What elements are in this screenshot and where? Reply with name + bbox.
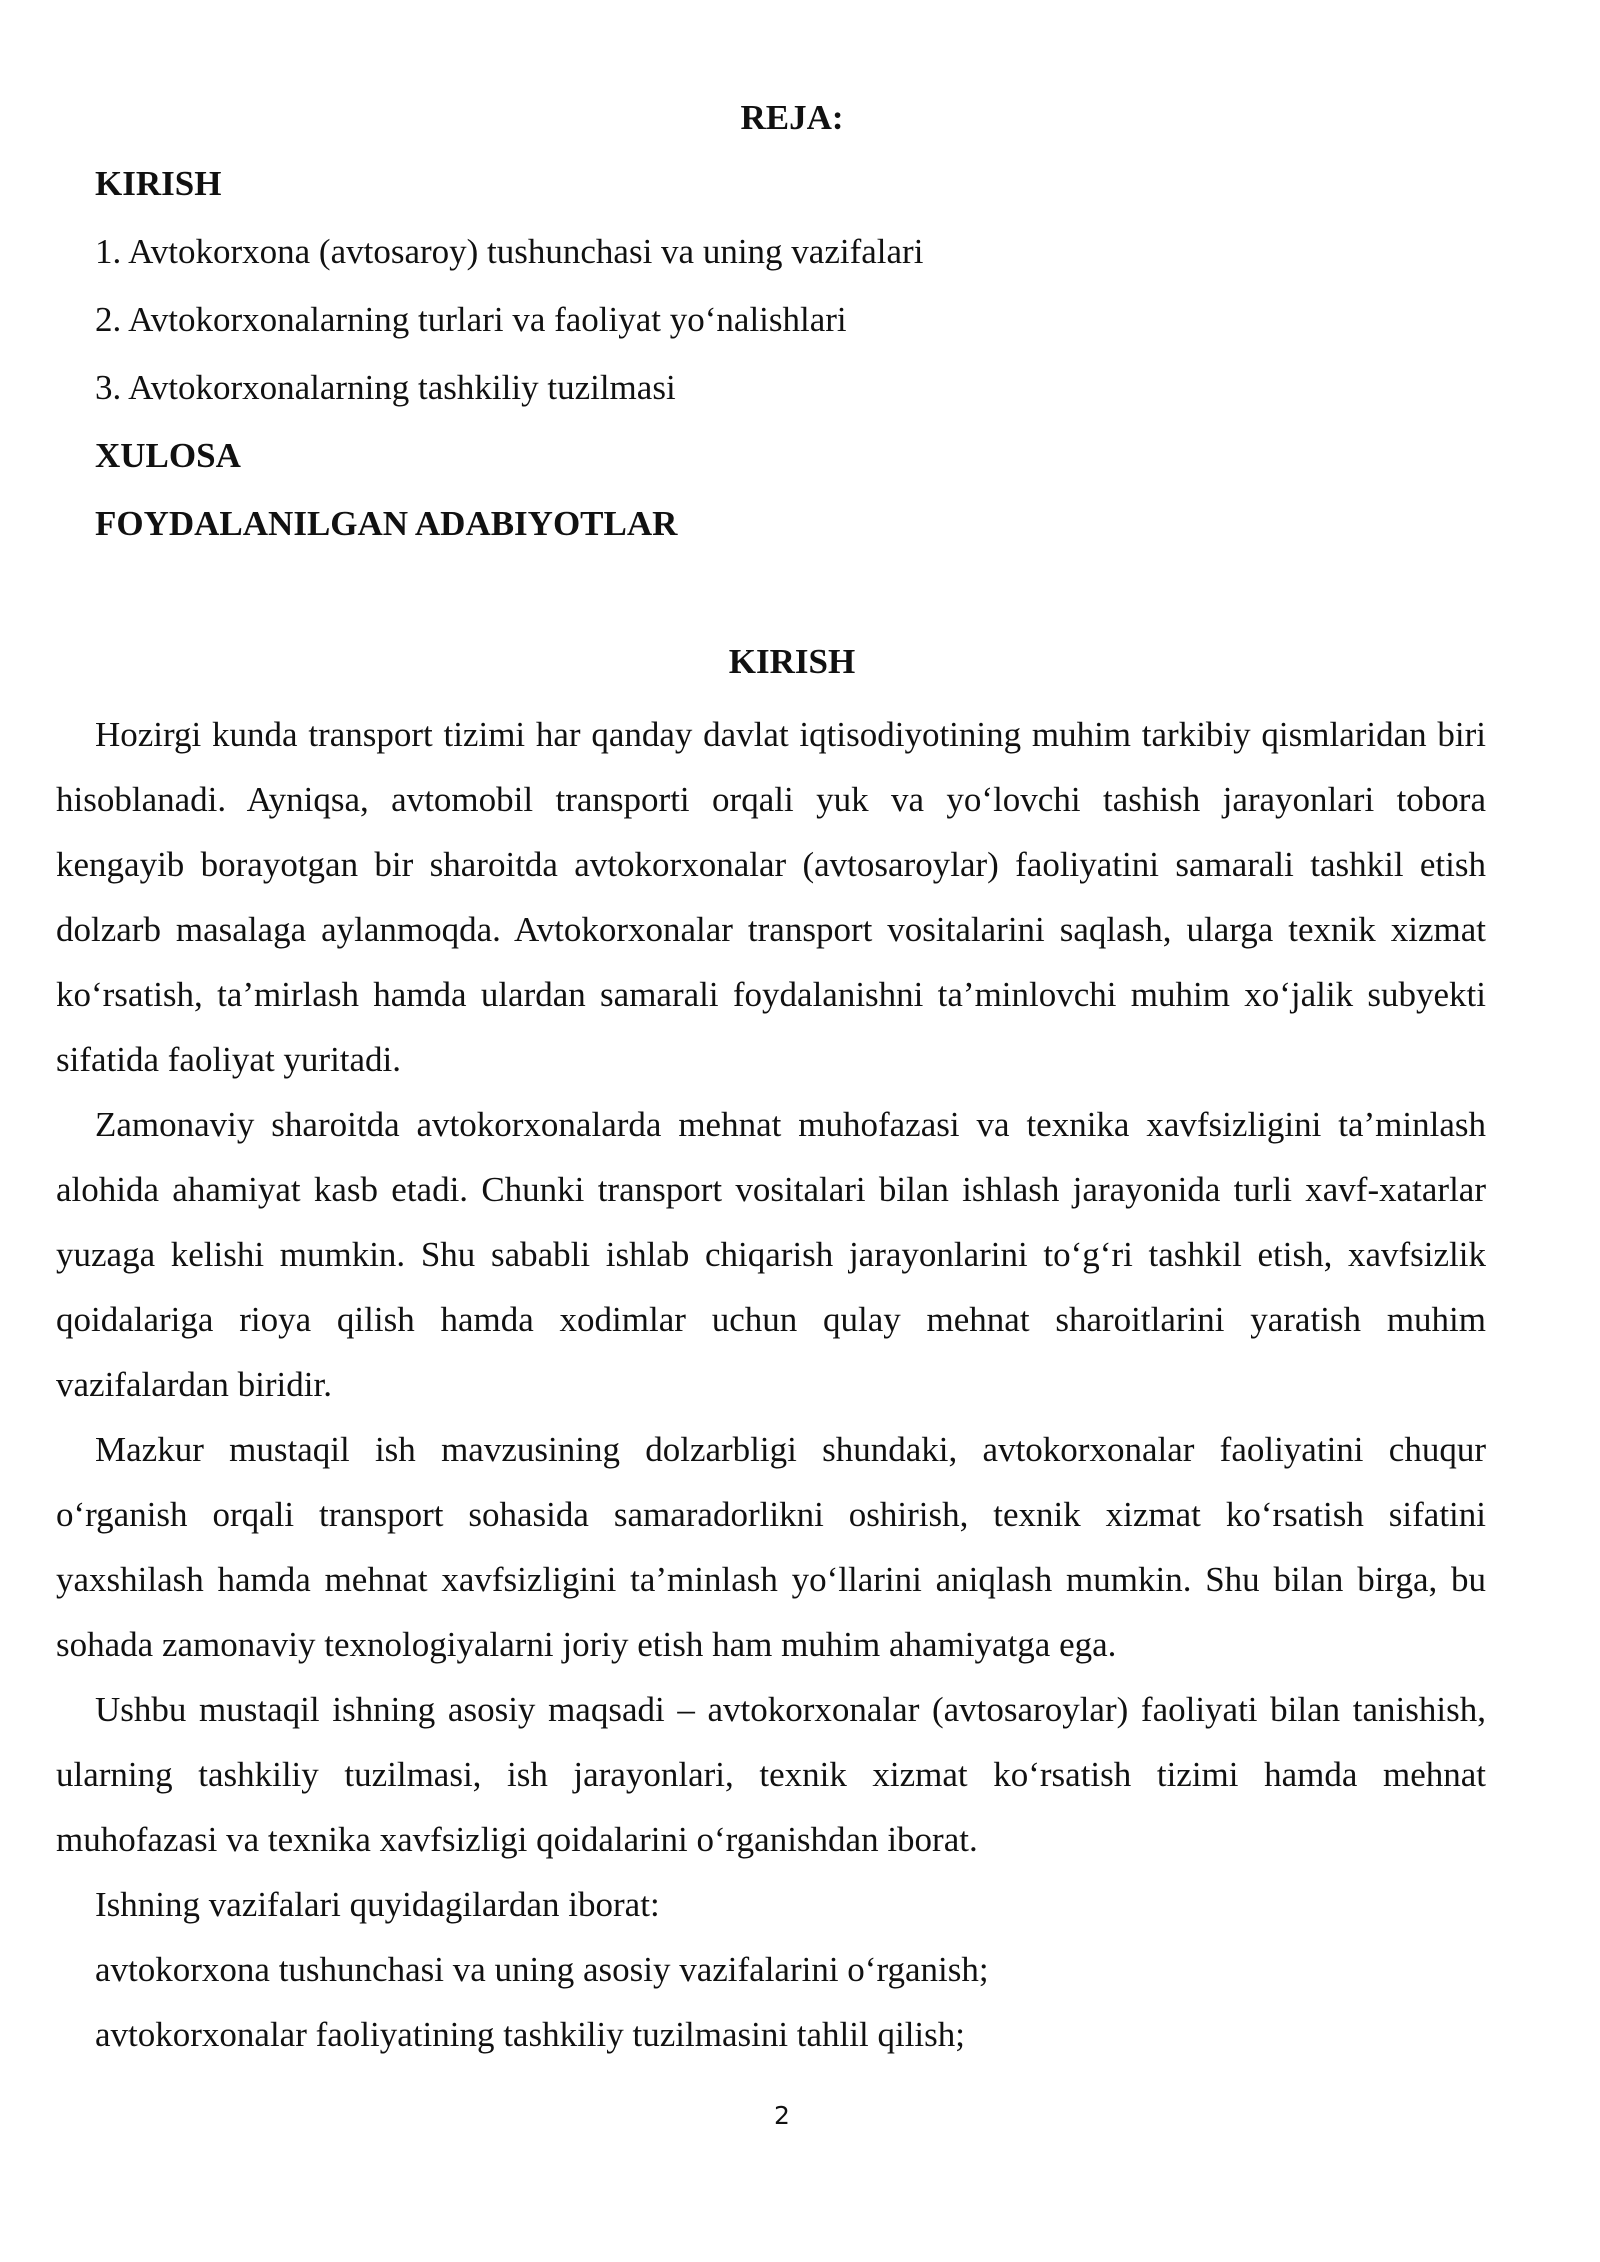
introduction-paragraph-3: Mazkur mustaqil ish mavzusining dolzarbligi shundaki, avtokorxonalar faoliyatini chuqur o‘rganish orqali transport sohasida samaradorlikni oshirish, texnik xizmat ko‘rsatish sifatini yaxshilash hamda mehnat xavfsizligini ta’minlash yo‘llarini aniqlash mumkin. Shu bilan birga, bu sohada zamonaviy texnologiyalarni joriy etish ham muhim ahamiyatga ega. xyxy=(56,1430,1486,1664)
introduction-title: KIRISH xyxy=(728,642,856,681)
plan-item-1: 1. Avtokorxona (avtosaroy) tushunchasi va uning vazifalari xyxy=(95,232,924,271)
introduction-paragraph-1: Hozirgi kunda transport tizimi har qanday davlat iqtisodiyotining muhim tarkibiy qismlaridan biri hisoblanadi. Ayniqsa, avtomobil transporti orqali yuk va yo‘lovchi tashish jarayonlari tobora kengayib borayotgan bir sharoitda avtokorxonalar (avtosaroylar) faoliyatini samarali tashkil etish dolzarb masalaga aylanmoqda. Avtokorxonalar transport vositalarini saqlash, ularga texnik xizmat ko‘rsatish, ta’mirlash hamda ulardan samarali foydalanishni ta’minlovchi muhim xo‘jalik subyekti sifatida faoliyat yuritadi. xyxy=(56,715,1486,1079)
plan-title: REJA: xyxy=(740,98,844,137)
task-item-1: avtokorxona tushunchasi va uning asosiy vazifalarini o‘rganish; xyxy=(95,1950,989,1989)
introduction-paragraph-5: Ishning vazifalari quyidagilardan iborat: xyxy=(95,1885,660,1924)
plan-item-3: 3. Avtokorxonalarning tashkiliy tuzilmasi xyxy=(95,368,676,407)
introduction-body xyxy=(56,702,1486,2067)
task-item-2: avtokorxonalar faoliyatining tashkiliy tuzilmasini tahlil qilish; xyxy=(95,2015,965,2054)
plan-list xyxy=(95,160,923,568)
introduction-paragraph-2: Zamonaviy sharoitda avtokorxonalarda mehnat muhofazasi va texnika xavfsizligini ta’minlash alohida ahamiyat kasb etadi. Chunki transport vositalari bilan ishlash jarayonida turli xavf-xatarlar yuzaga kelishi mumkin. Shu sababli ishlab chiqarish jarayonlarini to‘g‘ri tashkil etish, xavfsizlik qoidalariga rioya qilish hamda xodimlar uchun qulay mehnat sharoitlarini yaratish muhim vazifalardan biridir. xyxy=(56,1105,1486,1404)
plan-item-references: FOYDALANILGAN ADABIYOTLAR xyxy=(95,504,678,543)
plan-item-intro: KIRISH xyxy=(95,164,222,203)
introduction-paragraph-4: Ushbu mustaqil ishning asosiy maqsadi – avtokorxonalar (avtosaroylar) faoliyati bilan tanishish, ularning tashkiliy tuzilmasi, ish jarayonlari, texnik xizmat ko‘rsatish tizimi hamda mehnat muhofazasi va texnika xavfsizligi qoidalarini o‘rganishdan iborat. xyxy=(56,1690,1486,1859)
plan-item-2: 2. Avtokorxonalarning turlari va faoliyat yo‘nalishlari xyxy=(95,300,847,339)
page-number: 2 xyxy=(774,2101,790,2130)
plan-item-conclusion: XULOSA xyxy=(95,436,241,475)
